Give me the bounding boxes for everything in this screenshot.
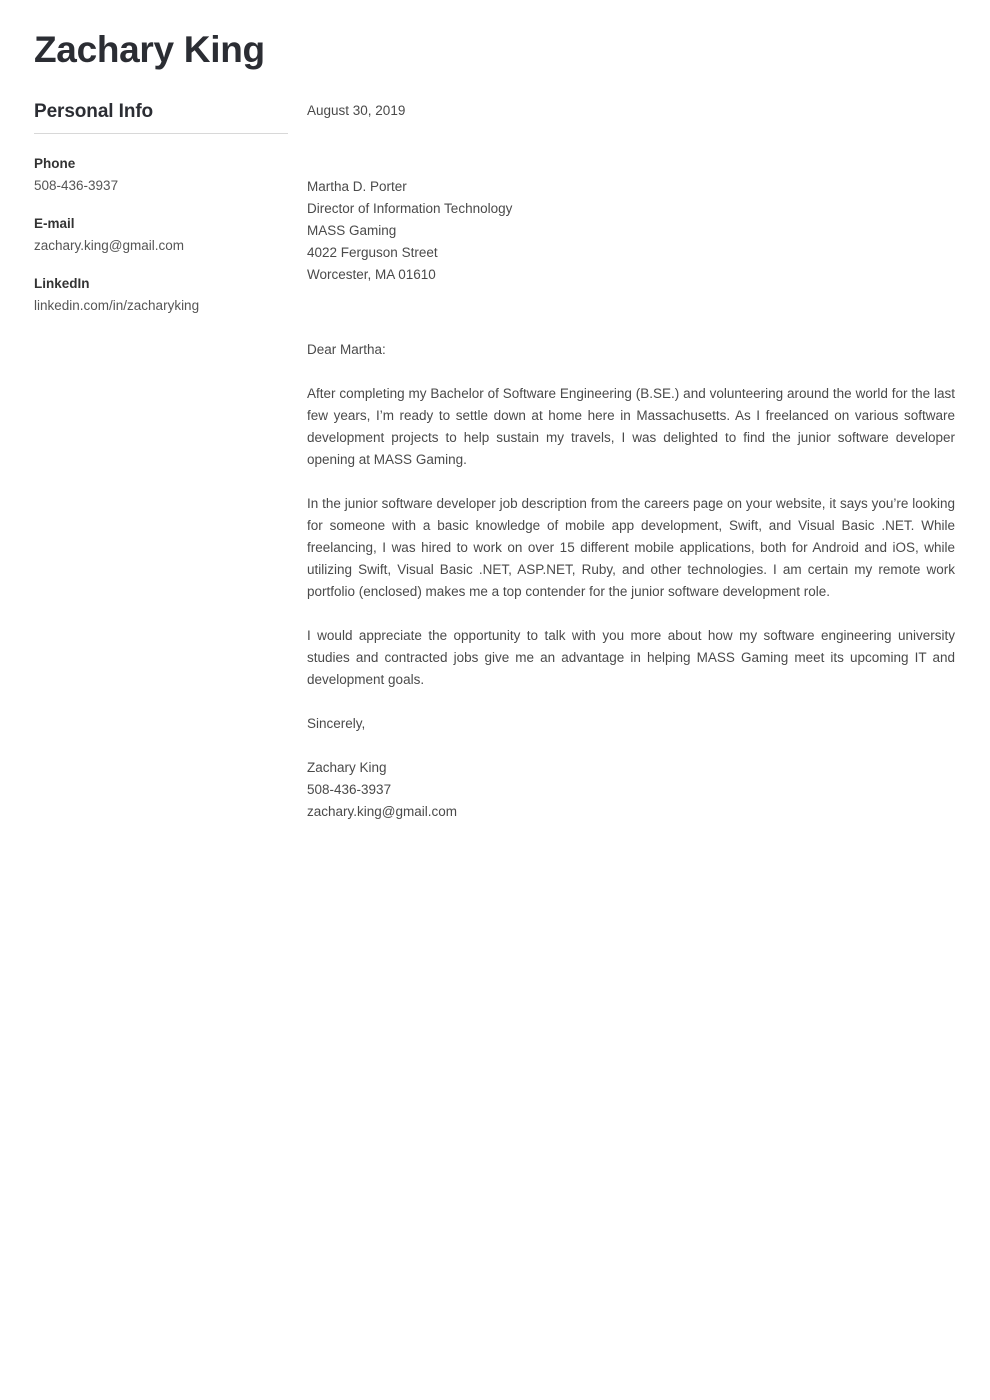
contact-value-linkedin[interactable]: linkedin.com/in/zacharyking <box>34 298 200 313</box>
recipient-street: 4022 Ferguson Street <box>307 245 438 260</box>
page-title: Zachary King <box>34 29 265 70</box>
document-header <box>34 28 634 72</box>
contact-label-linkedin: LinkedIn <box>34 276 90 291</box>
recipient-name: Martha D. Porter <box>307 179 407 194</box>
list-item <box>34 275 288 314</box>
letter-body <box>307 383 955 691</box>
sidebar-personal-info <box>34 100 288 314</box>
contact-label-phone: Phone <box>34 156 76 171</box>
signature-email[interactable]: zachary.king@gmail.com <box>307 804 458 819</box>
sidebar-section-title: Personal Info <box>34 101 154 122</box>
signature-name: Zachary King <box>307 760 387 775</box>
signature-block <box>307 757 955 823</box>
signature-phone[interactable]: 508-436-3937 <box>307 782 392 797</box>
recipient-address-block <box>307 176 955 286</box>
letter-paragraph-1: After completing my Bachelor of Software Engineering (B.SE.) and volunteering around the world for the last few years, I’m ready to settle down at home here in Massachusetts. As I freelanced on various software development projects to help sustain my travels, I was delighted to find the junior software developer opening at MASS Gaming. <box>307 386 955 467</box>
list-item <box>34 215 288 254</box>
contact-value-phone[interactable]: 508-436-3937 <box>34 178 119 193</box>
recipient-title: Director of Information Technology <box>307 201 513 216</box>
contact-value-email[interactable]: zachary.king@gmail.com <box>34 238 185 253</box>
letter-closing: Sincerely, <box>307 716 366 731</box>
recipient-company: MASS Gaming <box>307 223 397 238</box>
letter-paragraph-3: I would appreciate the opportunity to talk with you more about how my software engineering university studies and contracted jobs give me an advantage in helping MASS Gaming meet its upcoming IT and development goals. <box>307 628 955 687</box>
section-divider <box>34 133 288 134</box>
contact-list <box>34 155 288 314</box>
letter-paragraph-2: In the junior software developer job description from the careers page on your website, it says you’re looking for someone with a basic knowledge of mobile app development, Swift, and Visual Basic .NET. While freelancing, I was hired to work on over 15 different mobile applications, both for Android and iOS, while utilizing Swift, Visual Basic .NET, ASP.NET, Ruby, and other technologies. I am certain my remote work portfolio (enclosed) makes me a top contender for the junior software development role. <box>307 496 955 599</box>
contact-label-email: E-mail <box>34 216 75 231</box>
letter-content <box>307 100 955 823</box>
list-item <box>34 155 288 194</box>
letter-salutation: Dear Martha: <box>307 342 386 357</box>
recipient-city-state-zip: Worcester, MA 01610 <box>307 267 436 282</box>
letter-date: August 30, 2019 <box>307 103 406 118</box>
